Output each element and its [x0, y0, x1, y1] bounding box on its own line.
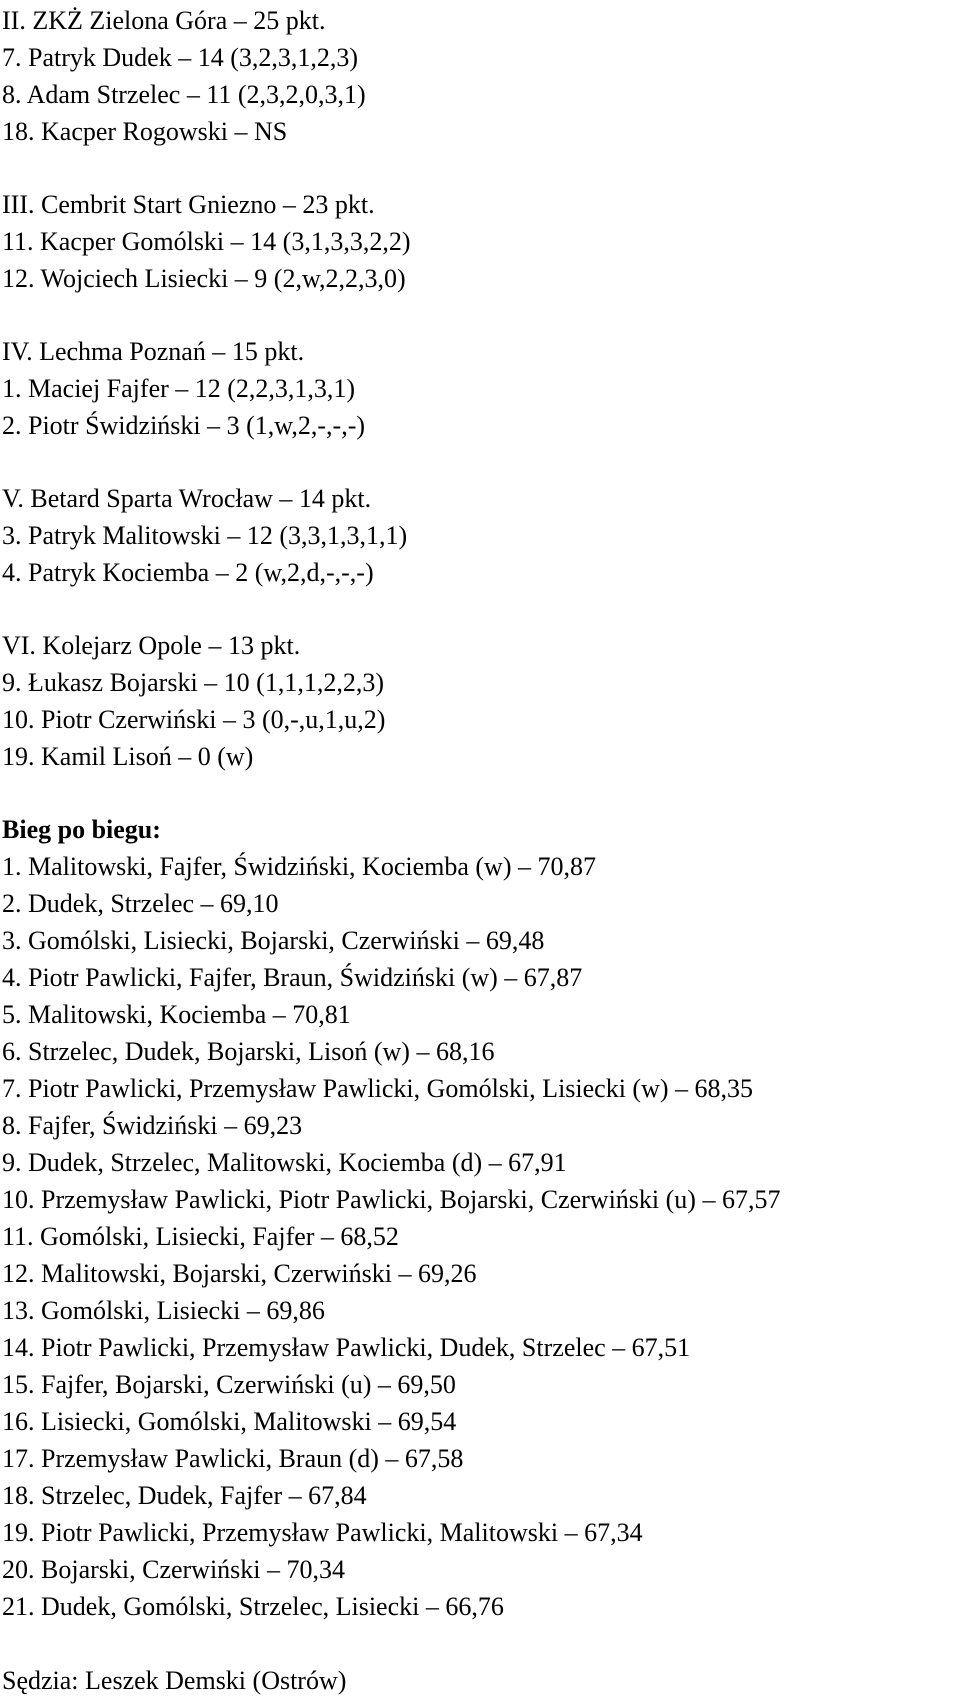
heat-line: 3. Gomólski, Lisiecki, Bojarski, Czerwiński – 69,48	[2, 926, 545, 955]
team-header: III. Cembrit Start Gniezno – 23 pkt.	[2, 190, 375, 219]
heat-line: 19. Piotr Pawlicki, Przemysław Pawlicki, Malitowski – 67,34	[2, 1518, 643, 1547]
team-block	[2, 333, 952, 444]
rider-line: 1. Maciej Fajfer – 12 (2,2,3,1,3,1)	[2, 374, 356, 403]
rider-line: 8. Adam Strzelec – 11 (2,3,2,0,3,1)	[2, 80, 366, 109]
heat-line: 11. Gomólski, Lisiecki, Fajfer – 68,52	[2, 1222, 399, 1251]
rider-line: 3. Patryk Malitowski – 12 (3,3,1,3,1,1)	[2, 521, 408, 550]
team-block	[2, 627, 952, 775]
rider-line: 18. Kacper Rogowski – NS	[2, 117, 288, 146]
heat-line: 5. Malitowski, Kociemba – 70,81	[2, 1000, 351, 1029]
rider-line: 11. Kacper Gomólski – 14 (3,1,3,3,2,2)	[2, 227, 411, 256]
heat-line: 21. Dudek, Gomólski, Strzelec, Lisiecki – 66,76	[2, 1592, 504, 1621]
team-block	[2, 480, 952, 591]
team-block	[2, 2, 952, 150]
team-header: IV. Lechma Poznań – 15 pkt.	[2, 337, 305, 366]
heat-line: 14. Piotr Pawlicki, Przemysław Pawlicki, Dudek, Strzelec – 67,51	[2, 1333, 691, 1362]
heat-line: 1. Malitowski, Fajfer, Świdziński, Kociemba (w) – 70,87	[2, 852, 596, 881]
rider-line: 10. Piotr Czerwiński – 3 (0,-,u,1,u,2)	[2, 705, 386, 734]
referee-line: Sędzia: Leszek Demski (Ostrów)	[2, 1666, 347, 1695]
team-header: V. Betard Sparta Wrocław – 14 pkt.	[2, 484, 372, 513]
spacer	[2, 775, 952, 811]
heat-line: 16. Lisiecki, Gomólski, Malitowski – 69,54	[2, 1407, 457, 1436]
rider-line: 2. Piotr Świdziński – 3 (1,w,2,-,-,-)	[2, 411, 366, 440]
rider-line: 4. Patryk Kociemba – 2 (w,2,d,-,-,-)	[2, 558, 374, 587]
spacer	[2, 1625, 952, 1662]
results-document	[2, 2, 952, 1699]
heat-line: 15. Fajfer, Bojarski, Czerwiński (u) – 69,50	[2, 1370, 456, 1399]
spacer	[2, 297, 952, 333]
heat-line: 18. Strzelec, Dudek, Fajfer – 67,84	[2, 1481, 367, 1510]
heats-section	[2, 811, 952, 1625]
heat-line: 9. Dudek, Strzelec, Malitowski, Kociemba (d) – 67,91	[2, 1148, 567, 1177]
rider-line: 9. Łukasz Bojarski – 10 (1,1,1,2,2,3)	[2, 668, 385, 697]
rider-line: 7. Patryk Dudek – 14 (3,2,3,1,2,3)	[2, 43, 359, 72]
heats-heading: Bieg po biegu:	[2, 815, 161, 844]
team-header: VI. Kolejarz Opole – 13 pkt.	[2, 631, 301, 660]
heat-line: 10. Przemysław Pawlicki, Piotr Pawlicki, Bojarski, Czerwiński (u) – 67,57	[2, 1185, 781, 1214]
team-block	[2, 186, 952, 297]
rider-line: 19. Kamil Lisoń – 0 (w)	[2, 742, 254, 771]
heat-line: 17. Przemysław Pawlicki, Braun (d) – 67,58	[2, 1444, 464, 1473]
heat-line: 2. Dudek, Strzelec – 69,10	[2, 889, 279, 918]
spacer	[2, 591, 952, 627]
heat-line: 13. Gomólski, Lisiecki – 69,86	[2, 1296, 325, 1325]
heat-line: 8. Fajfer, Świdziński – 69,23	[2, 1111, 303, 1140]
heat-line: 7. Piotr Pawlicki, Przemysław Pawlicki, Gomólski, Lisiecki (w) – 68,35	[2, 1074, 754, 1103]
heat-line: 20. Bojarski, Czerwiński – 70,34	[2, 1555, 346, 1584]
team-header: II. ZKŻ Zielona Góra – 25 pkt.	[2, 6, 326, 35]
heat-line: 6. Strzelec, Dudek, Bojarski, Lisoń (w) – 68,16	[2, 1037, 495, 1066]
spacer	[2, 444, 952, 480]
heat-line: 4. Piotr Pawlicki, Fajfer, Braun, Świdziński (w) – 67,87	[2, 963, 583, 992]
heat-line: 12. Malitowski, Bojarski, Czerwiński – 69,26	[2, 1259, 477, 1288]
spacer	[2, 150, 952, 186]
rider-line: 12. Wojciech Lisiecki – 9 (2,w,2,2,3,0)	[2, 264, 406, 293]
